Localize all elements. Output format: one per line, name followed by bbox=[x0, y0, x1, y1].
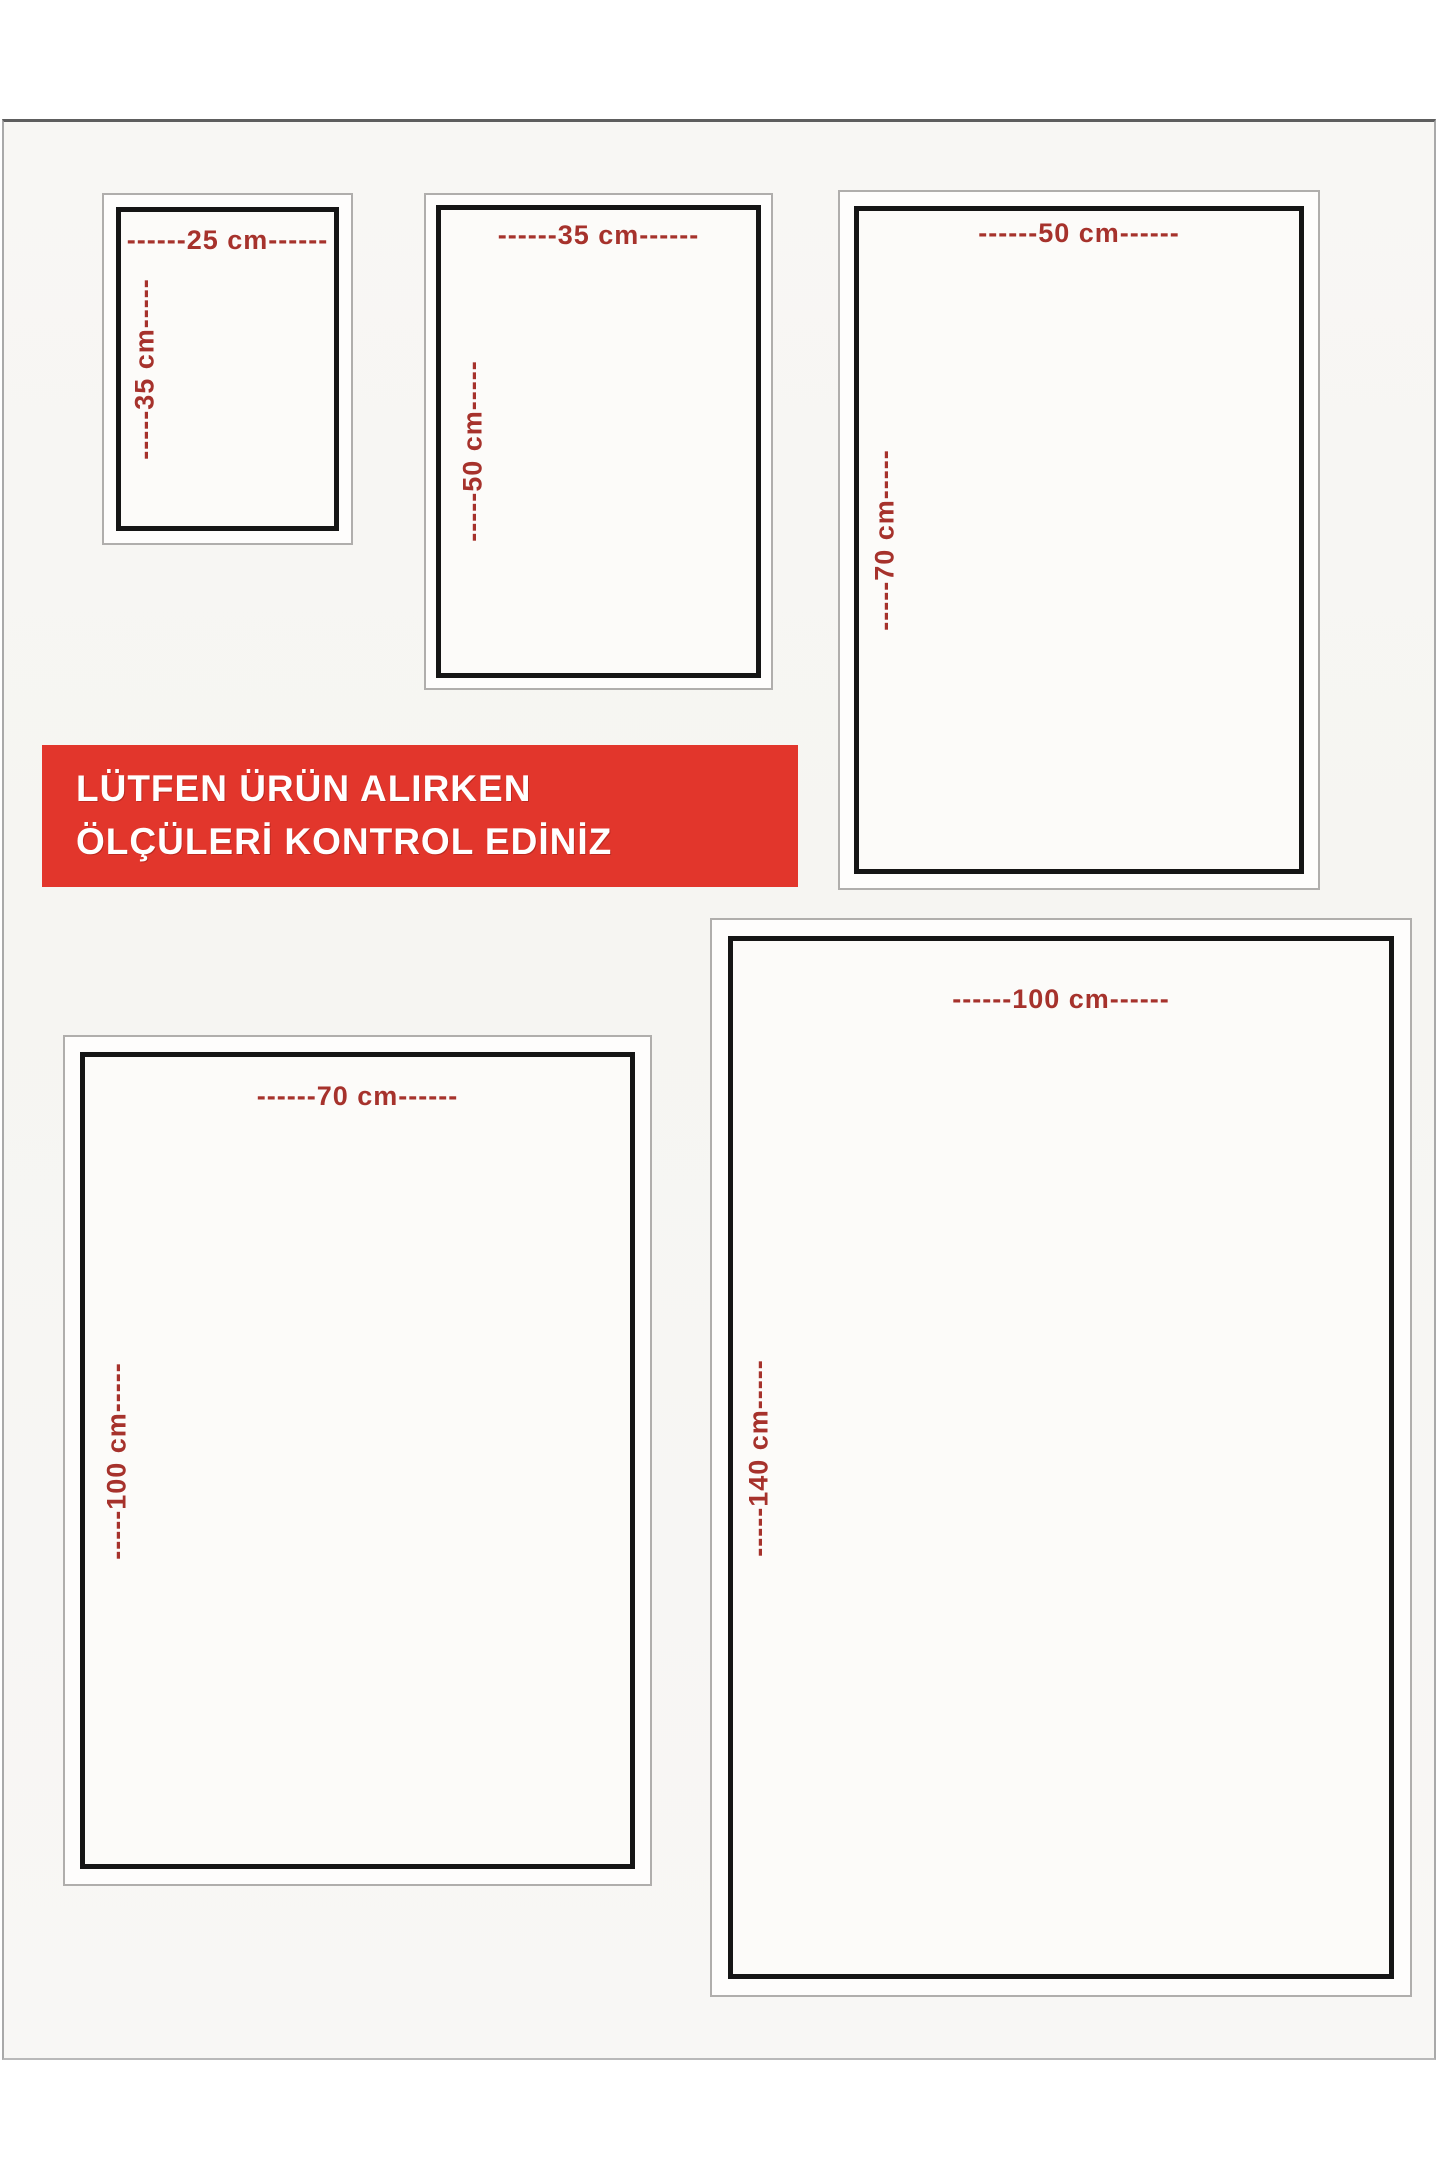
size-box-50x70-border bbox=[854, 206, 1304, 874]
width-label-100cm: ------100 cm------ bbox=[952, 984, 1170, 1014]
size-box-100x140-border bbox=[728, 936, 1394, 1979]
width-label-25cm: ------25 cm------ bbox=[126, 225, 329, 255]
height-label-35cm: -----35 cm----- bbox=[129, 278, 160, 460]
height-label-70cm: -----70 cm----- bbox=[869, 449, 900, 631]
size-box-70x100 bbox=[63, 1035, 652, 1886]
size-box-35x50 bbox=[424, 193, 773, 690]
size-box-100x140 bbox=[710, 918, 1412, 1997]
width-label-50cm: ------50 cm------ bbox=[978, 218, 1180, 248]
warning-banner bbox=[42, 745, 798, 887]
size-box-50x70 bbox=[838, 190, 1320, 890]
size-box-70x100-border bbox=[80, 1052, 635, 1869]
size-box-25x35 bbox=[102, 193, 353, 545]
warning-banner-line1: LÜTFEN ÜRÜN ALIRKEN bbox=[76, 768, 532, 809]
size-box-35x50-border bbox=[436, 205, 761, 678]
height-label-50cm: -----50 cm----- bbox=[457, 360, 488, 542]
height-label-100cm: -----100 cm----- bbox=[101, 1361, 132, 1560]
size-box-25x35-border bbox=[116, 207, 339, 531]
warning-banner-line2: ÖLÇÜLERİ KONTROL EDİNİZ bbox=[76, 821, 613, 862]
width-label-70cm: ------70 cm------ bbox=[256, 1081, 459, 1111]
width-label-35cm: ------35 cm------ bbox=[497, 220, 700, 250]
height-label-140cm: -----140 cm----- bbox=[743, 1358, 774, 1557]
